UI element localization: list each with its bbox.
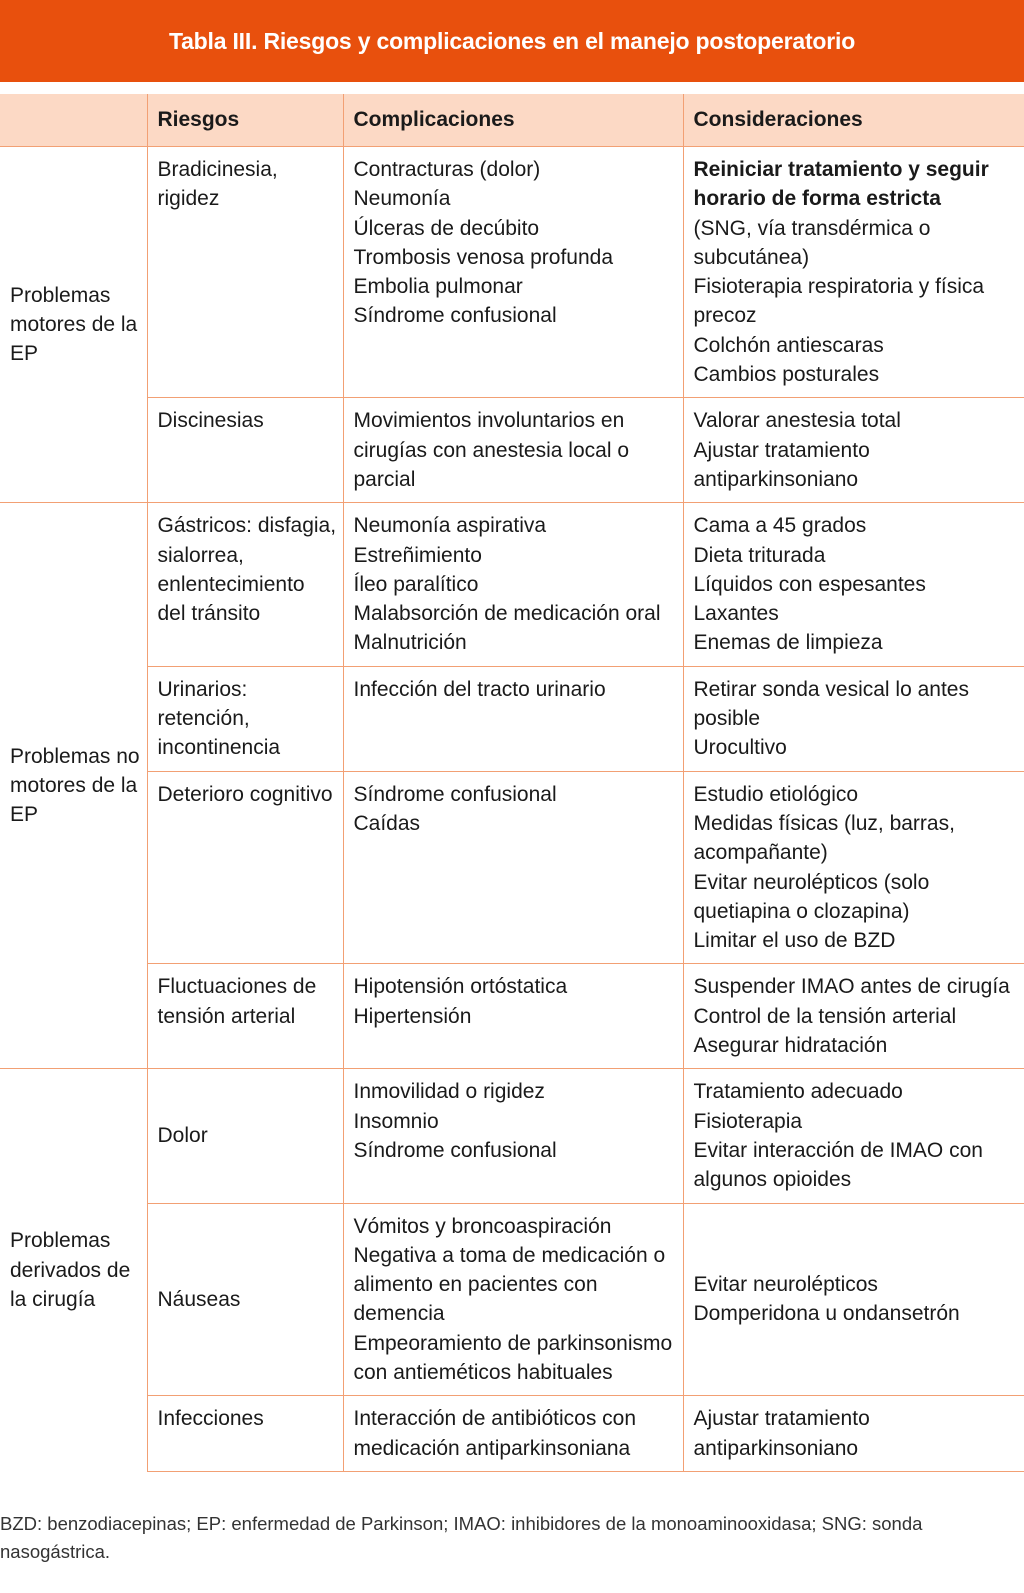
consideration-item: Domperidona u ondansetrón [693,1302,960,1326]
table-row [0,147,1024,398]
consideration-item: Control de la tensión arterial [693,1004,957,1028]
complication-item: Hipotensión ortóstatica [353,975,568,999]
risk-cell: Náuseas [147,1203,343,1396]
complication-item: Interacción de antibióticos con medicación antiparkinsoniana [353,1407,637,1460]
consideration-item: Tratamiento adecuado [693,1080,903,1104]
consideration-item: Fisioterapia respiratoria y física precoz [693,275,985,328]
considerations-cell [683,1396,1024,1472]
complication-item: Síndrome confusional [353,304,557,328]
complication-item: Contracturas (dolor) [353,158,541,181]
complication-item: Malabsorción de medicación oral [353,602,661,626]
consideration-emphasis: Reiniciar tratamiento y seguir horario de forma estricta [693,158,989,211]
complication-item: Síndrome confusional [353,1138,557,1162]
complication-item: Íleo paralítico [353,572,479,596]
considerations-cell [683,771,1024,964]
risk-cell: Discinesias [147,398,343,503]
complications-cell [343,666,683,771]
complications-cell [343,1069,683,1203]
risk-cell: Dolor [147,1069,343,1203]
considerations-cell [683,964,1024,1069]
consideration-item: Valorar anestesia total [693,409,901,433]
complication-item: Neumonía aspirativa [353,514,547,538]
risk-cell: Bradicinesia, rigidez [147,147,343,398]
header-risks: Riesgos [147,94,343,147]
consideration-item: Ajustar tratamiento antiparkinsoniano [693,1407,870,1460]
complication-item: Vómitos y broncoaspiración [353,1214,612,1238]
considerations-cell [683,147,1024,398]
complication-item: Caídas [353,811,421,835]
consideration-item: Fisioterapia [693,1109,803,1133]
complication-item: Hipertensión [353,1004,472,1028]
consideration-item: Suspender IMAO antes de cirugía [693,975,1010,999]
consideration-item: Cama a 45 grados [693,514,867,538]
complication-item: Insomnio [353,1109,439,1133]
complication-item: Estreñimiento [353,543,482,567]
complications-cell [343,147,683,398]
consideration-item: Colchón antiescaras [693,333,884,357]
consideration-item: Dieta triturada [693,543,826,567]
complications-cell [343,1203,683,1396]
complications-cell [343,1396,683,1472]
complication-item: Inmovilidad o rigidez [353,1080,545,1104]
risk-cell: Deterioro cognitivo [147,771,343,964]
group-label: Problemas no motores de la EP [0,503,147,1069]
considerations-cell [683,1203,1024,1396]
complication-item: Embolia pulmonar [353,275,523,299]
risk-cell: Fluctuaciones de tensión arterial [147,964,343,1069]
consideration-item: (SNG, vía transdérmica o subcutánea) [693,216,931,269]
table-body [0,147,1024,1472]
table-row [0,398,1024,503]
complication-item: Empeoramiento de parkinsonismo con antieméticos habituales [353,1331,673,1384]
considerations-cell [683,398,1024,503]
group-label: Problemas motores de la EP [0,147,147,503]
complication-item: Negativa a toma de medicación o alimento en pacientes con demencia [353,1243,666,1326]
complication-item: Síndrome confusional [353,782,557,806]
table-row [0,964,1024,1069]
table-row [0,666,1024,771]
consideration-item: Cambios posturales [693,363,880,387]
risks-table [0,94,1024,1472]
consideration-item: Enemas de limpieza [693,631,883,655]
complication-item: Úlceras de decúbito [353,216,540,240]
considerations-cell [683,1069,1024,1203]
table-row [0,1396,1024,1472]
table-title: Tabla III. Riesgos y complicaciones en el manejo postoperatorio [0,0,1024,82]
considerations-cell [683,503,1024,666]
complications-cell [343,503,683,666]
table-row [0,503,1024,666]
risk-cell: Infecciones [147,1396,343,1472]
consideration-item: Evitar neurolépticos [693,1273,878,1297]
risk-cell: Gástricos: disfagia, sialorrea, enlentecimiento del tránsito [147,503,343,666]
consideration-item: Urocultivo [693,736,787,760]
consideration-item: Evitar interacción de IMAO con algunos opioides [693,1138,983,1192]
consideration-item: Estudio etiológico [693,782,859,806]
complications-cell [343,771,683,964]
header-group [0,94,147,147]
table-header-row [0,94,1024,147]
header-considerations: Consideraciones [683,94,1024,147]
table-row [0,1069,1024,1203]
consideration-item: Asegurar hidratación [693,1034,888,1058]
consideration-item: Ajustar tratamiento antiparkinsoniano [693,438,870,491]
consideration-item: Retirar sonda vesical lo antes posible [693,677,969,731]
complications-cell [343,398,683,503]
group-label: Problemas derivados de la cirugía [0,1069,147,1472]
complication-item: Infección del tracto urinario [353,677,606,701]
complication-item: Malnutrición [353,631,467,655]
consideration-item: Laxantes [693,602,779,626]
complication-item: Movimientos involuntarios en cirugías con anestesia local o parcial [353,409,629,491]
footnote: BZD: benzodiacepinas; EP: enfermedad de Parkinson; IMAO: inhibidores de la monoaminooxidasa; SNG: sonda nasogástrica. [0,1513,923,1562]
consideration-item: Medidas físicas (luz, barras, acompañante) [693,811,955,865]
table-row [0,771,1024,964]
consideration-item: Líquidos con espesantes [693,572,926,596]
complication-item: Neumonía [353,187,451,211]
consideration-item: Limitar el uso de BZD [693,929,896,953]
consideration-item: Evitar neurolépticos (solo quetiapina o clozapina) [693,870,930,923]
risk-cell: Urinarios: retención, incontinencia [147,666,343,771]
header-complications: Complicaciones [343,94,683,147]
considerations-cell [683,666,1024,771]
complication-item: Trombosis venosa profunda [353,245,614,269]
complications-cell [343,964,683,1069]
table-row [0,1203,1024,1396]
